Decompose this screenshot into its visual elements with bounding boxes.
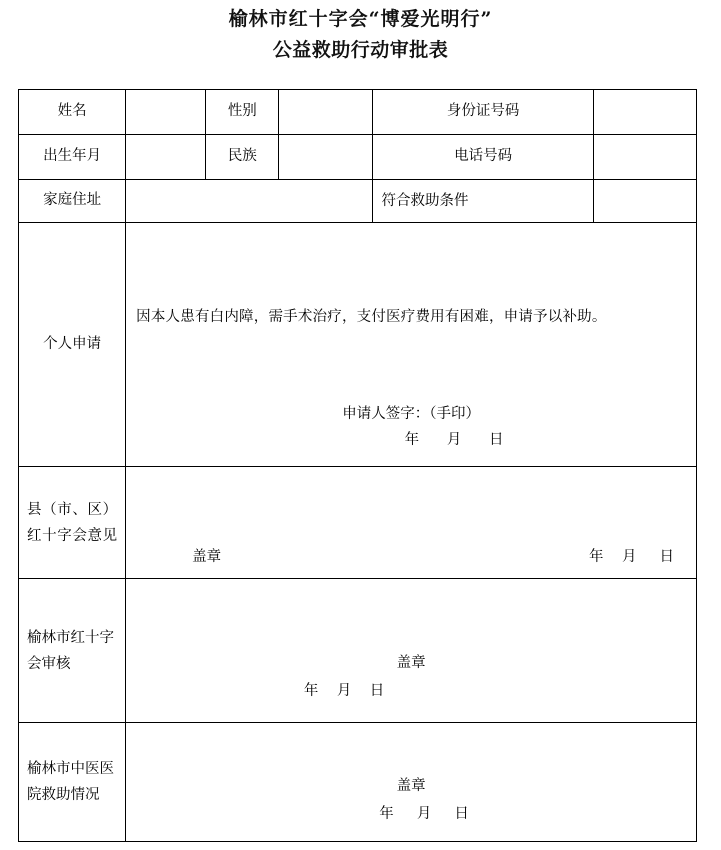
table-row-address	[19, 180, 697, 223]
label-phone-number: 电话号码	[373, 135, 593, 180]
county-seal-label: 盖章	[192, 549, 222, 565]
document-title	[0, 0, 721, 66]
label-gender: 性别	[206, 90, 279, 135]
applicant-signature-line: 申请人签字：（手印）	[342, 406, 480, 422]
title-line-1: 榆林市红十字会“博爱光明行”	[228, 8, 493, 30]
application-text: 因本人患有白内障，需手术治疗，支付医疗费用有困难，申请予以补助。	[136, 309, 607, 325]
field-name-value[interactable]	[126, 90, 206, 135]
approval-form-table	[18, 89, 697, 842]
city-date-line: 年 月 日	[303, 683, 385, 699]
city-seal-label: 盖章	[396, 655, 426, 671]
label-ethnicity: 民族	[206, 135, 279, 180]
personal-application-body[interactable]	[126, 223, 697, 467]
table-row-application	[19, 223, 697, 467]
field-birth-date-value[interactable]	[126, 135, 206, 180]
field-id-number-value[interactable]	[593, 90, 696, 135]
field-home-address-value[interactable]	[126, 180, 373, 223]
label-personal-application: 个人申请	[19, 223, 126, 467]
label-name: 姓名	[19, 90, 126, 135]
field-phone-number-value[interactable]	[593, 135, 696, 180]
field-eligibility-value[interactable]	[593, 180, 696, 223]
county-opinion-body[interactable]	[126, 467, 697, 579]
label-home-address: 家庭住址	[19, 180, 126, 223]
title-line-2: 公益救助行动审批表	[272, 39, 449, 61]
table-row-name	[19, 90, 697, 135]
label-city-redcross-review: 榆林市红十字会审核	[19, 579, 126, 723]
applicant-date-line: 年 月 日	[404, 432, 504, 448]
table-row-county-opinion	[19, 467, 697, 579]
table-row-city-review	[19, 579, 697, 723]
label-id-number: 身份证号码	[373, 90, 593, 135]
field-gender-value[interactable]	[279, 90, 373, 135]
hospital-date-line: 年 月 日	[379, 806, 469, 822]
field-ethnicity-value[interactable]	[279, 135, 373, 180]
hospital-aid-body[interactable]	[126, 723, 697, 842]
label-birth-date: 出生年月	[19, 135, 126, 180]
label-eligibility: 符合救助条件	[373, 180, 593, 223]
county-date-line: 年 月 日	[589, 549, 674, 565]
label-hospital-aid-status: 榆林市中医医院救助情况	[19, 723, 126, 842]
table-row-hospital-aid	[19, 723, 697, 842]
table-row-birth	[19, 135, 697, 180]
city-review-body[interactable]	[126, 579, 697, 723]
hospital-seal-label: 盖章	[396, 778, 426, 794]
label-county-redcross-opinion: 县（市、区）红十字会意见	[19, 467, 126, 579]
